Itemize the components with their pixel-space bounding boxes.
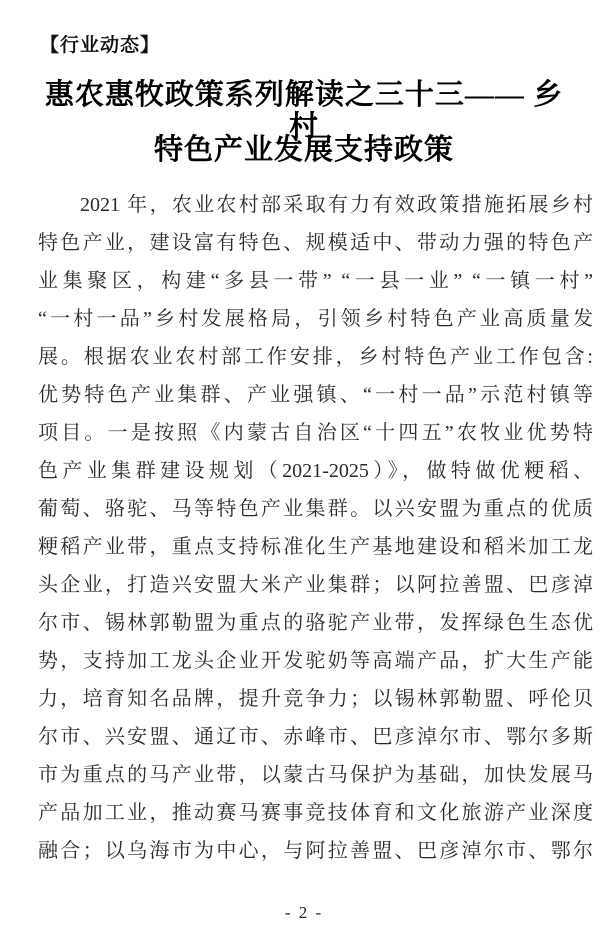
body-text-line: 色产业集群建设规划（2021-2025）》，做特做优粳稻、	[38, 460, 593, 482]
body-text-line: 市为重点的马产业带，以蒙古马保护为基础，加快发展马	[38, 764, 593, 786]
body-text-line: “一村一品”乡村发展格局，引领乡村特色产业高质量发	[38, 308, 593, 330]
body-text-line: 业集聚区，构建“多县一带” “一县一业” “一镇一村”	[38, 270, 593, 292]
body-text-line: 2021 年，农业农村部采取有力有效政策措施拓展乡村	[80, 194, 593, 216]
body-text-line: 尔市、锡林郭勒盟为重点的骆驼产业带，发挥绿色生态优	[38, 612, 593, 634]
body-text-line: 优势特色产业集群、产业强镇、“一村一品”示范村镇等	[38, 384, 593, 406]
body-text-line: 头企业，打造兴安盟大米产业集群；以阿拉善盟、巴彦淖	[38, 574, 593, 596]
document-title-line-2: 特色产业发展支持政策	[153, 134, 454, 166]
section-label: 【行业动态】	[40, 35, 161, 56]
body-text-line: 融合；以乌海市为中心，与阿拉善盟、巴彦淖尔市、鄂尔	[38, 840, 593, 862]
document-title-line-1: 惠农惠牧政策系列解读之三十三—— 乡村	[44, 79, 564, 143]
body-text-line: 项目。一是按照《内蒙古自治区“十四五”农牧业优势特	[38, 422, 593, 444]
body-text-line: 产品加工业，推动赛马赛事竞技体育和文化旅游产业深度	[38, 802, 593, 824]
body-text-line: 势，支持加工龙头企业开发驼奶等高端产品，扩大生产能	[38, 650, 593, 672]
article-body	[38, 186, 593, 870]
body-text-line: 尔市、兴安盟、通辽市、赤峰市、巴彦淖尔市、鄂尔多斯	[38, 726, 593, 748]
body-text-line: 粳稻产业带，重点支持标准化生产基地建设和稻米加工龙	[38, 536, 593, 558]
body-text-line: 展。根据农业农村部工作安排，乡村特色产业工作包含:	[38, 346, 593, 368]
page-number: - 2 -	[284, 903, 324, 922]
body-text-line: 力，培育知名品牌，提升竞争力；以锡林郭勒盟、呼伦贝	[38, 688, 593, 710]
body-text-line: 特色产业，建设富有特色、规模适中、带动力强的特色产	[38, 232, 593, 254]
body-text-line: 葡萄、骆驼、马等特色产业集群。以兴安盟为重点的优质	[38, 498, 593, 520]
